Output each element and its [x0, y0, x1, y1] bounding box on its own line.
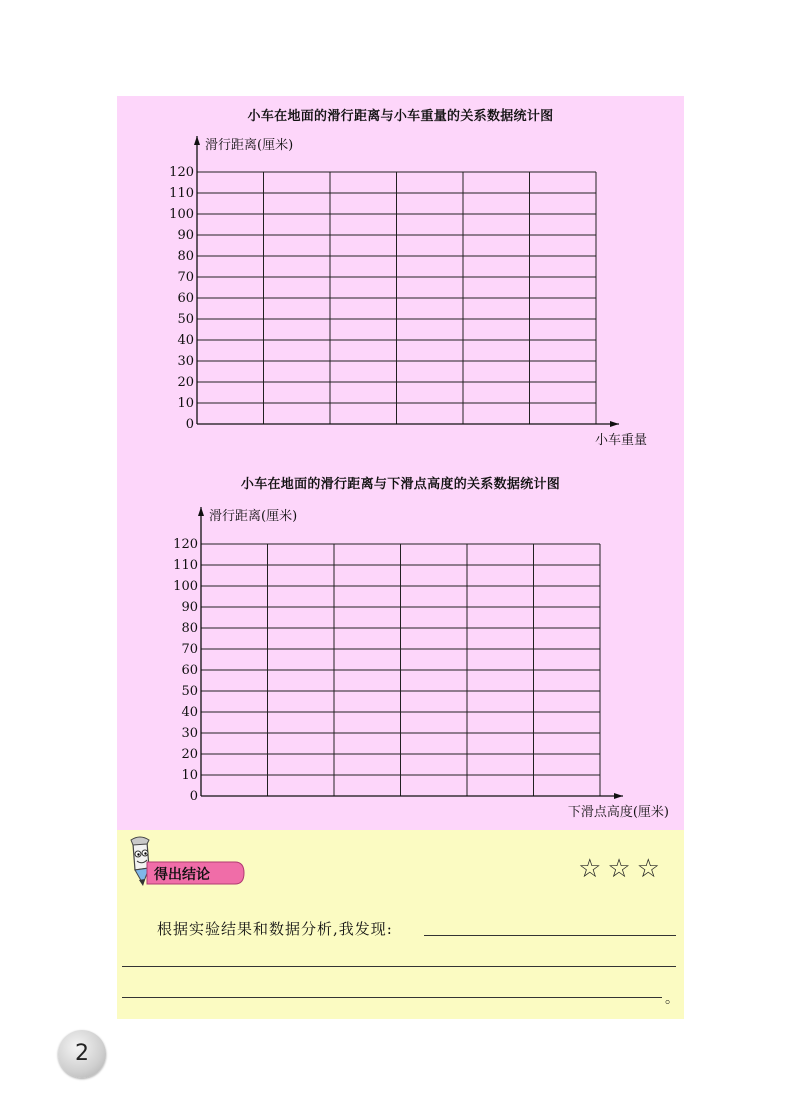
chart-1-title: 小车在地面的滑行距离与小车重量的关系数据统计图 — [247, 109, 554, 124]
pencil-mascot-icon — [131, 837, 149, 886]
answer-line-3[interactable] — [122, 997, 662, 998]
conclusion-heading: 得出结论 — [154, 867, 210, 883]
y-axis-label: 滑行距离(厘米) — [209, 509, 298, 524]
y-tick-label: 110 — [173, 558, 198, 573]
y-tick-label: 80 — [177, 249, 194, 264]
y-tick-label: 20 — [181, 747, 198, 762]
y-tick-label: 50 — [181, 684, 198, 699]
y-tick-label: 40 — [181, 705, 198, 720]
y-tick-label: 30 — [177, 354, 194, 369]
x-axis-arrow-icon — [614, 793, 623, 799]
y-tick-label: 20 — [177, 375, 194, 390]
y-tick-label: 50 — [177, 312, 194, 327]
page-number: 2 — [58, 1030, 106, 1078]
y-tick-label: 0 — [185, 417, 194, 432]
conclusion-panel — [117, 830, 684, 1019]
y-tick-label: 60 — [181, 663, 198, 678]
y-tick-label: 30 — [181, 726, 198, 741]
y-tick-label: 80 — [181, 621, 198, 636]
y-tick-label: 70 — [177, 270, 194, 285]
end-period: 。 — [665, 991, 679, 1007]
x-axis-label: 小车重量 — [594, 433, 647, 448]
rating-stars[interactable]: ☆☆☆ — [578, 854, 666, 884]
answer-line-2[interactable] — [122, 966, 676, 967]
chart-2-title: 小车在地面的滑行距离与下滑点高度的关系数据统计图 — [240, 477, 561, 492]
y-tick-label: 40 — [177, 333, 194, 348]
conclusion-prompt: 根据实验结果和数据分析,我发现: — [157, 920, 393, 938]
y-tick-label: 70 — [181, 642, 198, 657]
y-axis-label: 滑行距离(厘米) — [205, 138, 294, 153]
y-tick-label: 120 — [173, 537, 198, 552]
y-tick-label: 100 — [169, 207, 194, 222]
answer-line-1[interactable] — [424, 935, 676, 936]
y-tick-label: 110 — [169, 186, 194, 201]
charts-panel — [117, 96, 684, 830]
y-tick-label: 0 — [189, 789, 198, 804]
y-tick-label: 10 — [177, 396, 194, 411]
x-axis-label: 下滑点高度(厘米) — [567, 805, 669, 820]
y-tick-label: 90 — [181, 600, 198, 615]
y-axis-arrow-icon — [198, 507, 204, 516]
y-tick-label: 90 — [177, 228, 194, 243]
chart-2 — [117, 96, 684, 830]
y-tick-label: 120 — [169, 165, 194, 180]
y-tick-label: 10 — [181, 768, 198, 783]
y-tick-label: 60 — [177, 291, 194, 306]
y-tick-label: 100 — [173, 579, 198, 594]
